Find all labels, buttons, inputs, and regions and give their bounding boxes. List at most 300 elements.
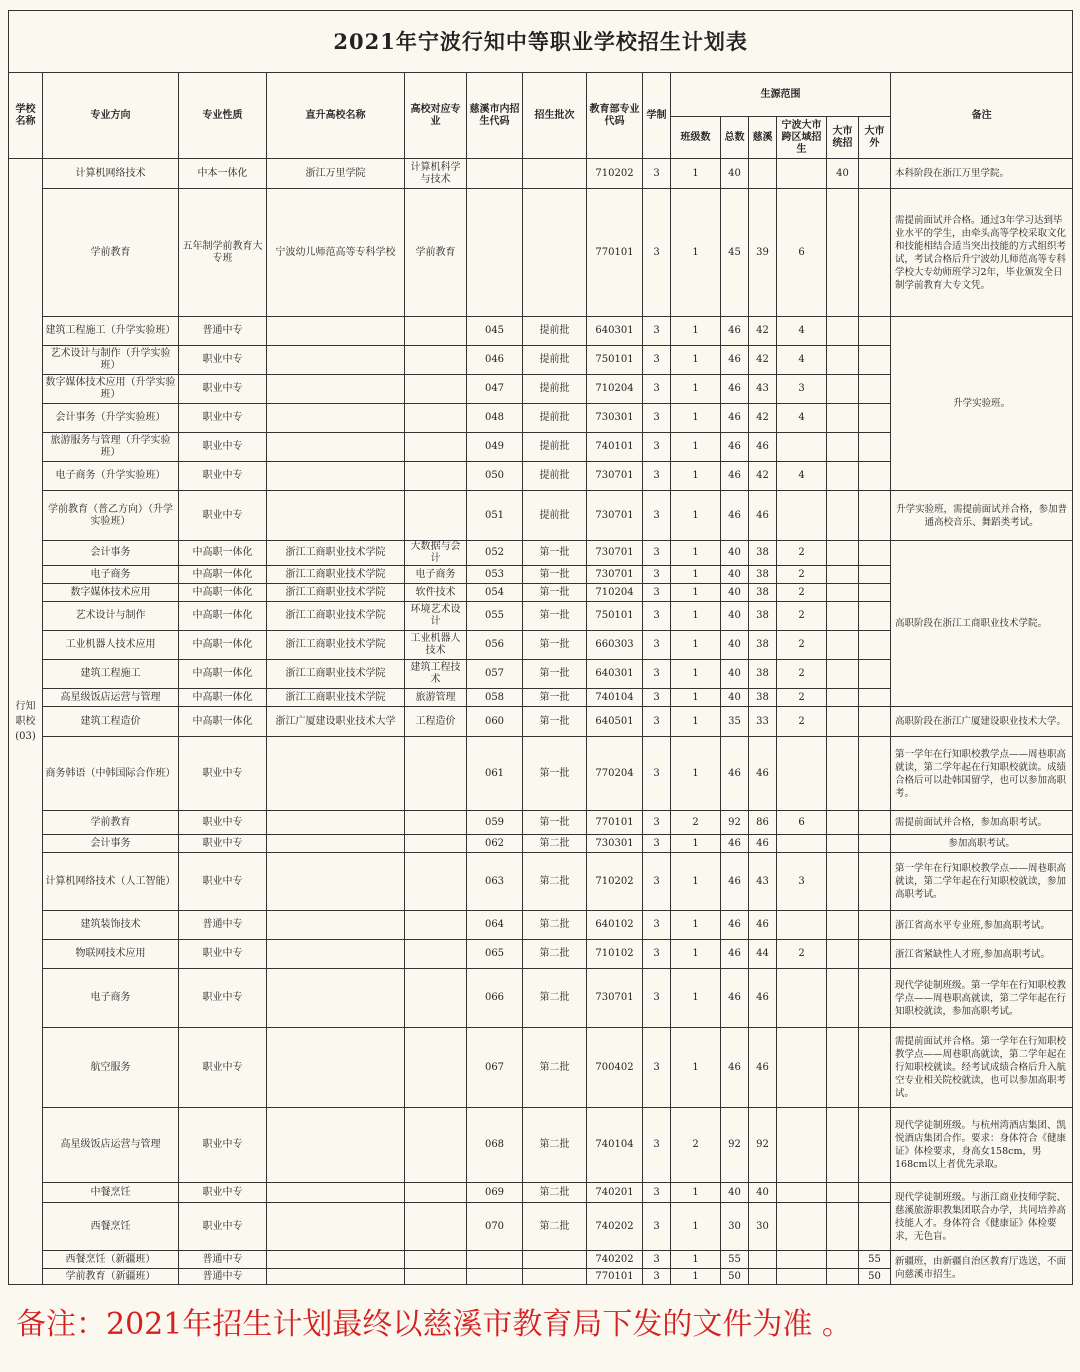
college-major-cell — [405, 1028, 467, 1108]
notes-cell: 现代学徒制班级。与浙江商业技师学院、慈溪旅游职教集团联合办学，共同培养高技能人才。身体符合《健康证》体检要求，无色盲。 — [891, 1183, 1073, 1251]
total-cell: 45 — [721, 189, 749, 317]
notes-cell: 需提前面试并合格。通过3年学习达到毕业水平的学生，由牵头高等学校采取文化和技能相结合适当突出技能的方式组织考试，考试合格后升宁波幼儿师范高等专科学校大专幼师班学习2年，毕业颁发全日制学前教育大专文凭。 — [891, 189, 1073, 317]
college-cell — [267, 811, 405, 835]
notes-cell: 升学实验班。 — [891, 317, 1073, 491]
batch-cell: 第一批 — [523, 737, 587, 811]
cross-cell — [777, 1251, 827, 1269]
nature-cell: 职业中专 — [179, 940, 267, 969]
college-cell — [267, 853, 405, 911]
classes-cell: 1 — [671, 737, 721, 811]
nature-cell: 职业中专 — [179, 1183, 267, 1203]
outside-cell — [859, 811, 891, 835]
city-plan-cell — [827, 737, 859, 811]
nature-cell: 职业中专 — [179, 491, 267, 541]
outside-cell — [859, 660, 891, 689]
table-row — [9, 811, 1073, 835]
outside-cell — [859, 835, 891, 853]
moe-code-cell: 730301 — [587, 835, 643, 853]
outside-cell — [859, 631, 891, 660]
code-cell: 062 — [467, 835, 523, 853]
header-batch: 招生批次 — [523, 73, 587, 159]
moe-code-cell: 770204 — [587, 737, 643, 811]
moe-code-cell: 740101 — [587, 433, 643, 462]
college-major-cell — [405, 1251, 467, 1269]
classes-cell: 1 — [671, 462, 721, 491]
cross-cell — [777, 491, 827, 541]
notes-cell: 升学实验班，需提前面试并合格，参加普通高校音乐、舞蹈类考试。 — [891, 491, 1073, 541]
major-cell: 艺术设计与制作（升学实验班） — [43, 346, 179, 375]
nature-cell: 中高职一体化 — [179, 660, 267, 689]
college-cell: 浙江工商职业技术学院 — [267, 689, 405, 707]
total-cell: 46 — [721, 375, 749, 404]
code-cell — [467, 1269, 523, 1285]
header-cross-region: 宁波大市跨区域招生 — [777, 117, 827, 159]
batch-cell: 第一批 — [523, 811, 587, 835]
batch-cell: 第一批 — [523, 566, 587, 584]
code-cell: 065 — [467, 940, 523, 969]
cixi-cell — [749, 1251, 777, 1269]
major-cell: 航空服务 — [43, 1028, 179, 1108]
code-cell: 061 — [467, 737, 523, 811]
cross-cell: 4 — [777, 462, 827, 491]
batch-cell: 第一批 — [523, 541, 587, 566]
college-major-cell — [405, 1203, 467, 1251]
cross-cell — [777, 835, 827, 853]
college-major-cell — [405, 433, 467, 462]
major-cell: 电子商务 — [43, 969, 179, 1028]
city-plan-cell — [827, 317, 859, 346]
code-cell: 047 — [467, 375, 523, 404]
total-cell: 46 — [721, 346, 749, 375]
code-cell: 068 — [467, 1108, 523, 1183]
total-cell: 46 — [721, 462, 749, 491]
nature-cell: 职业中专 — [179, 811, 267, 835]
outside-cell — [859, 317, 891, 346]
years-cell: 3 — [643, 1028, 671, 1108]
cixi-cell: 46 — [749, 737, 777, 811]
city-plan-cell — [827, 1251, 859, 1269]
cross-cell — [777, 433, 827, 462]
classes-cell: 1 — [671, 631, 721, 660]
header-total: 总数 — [721, 117, 749, 159]
classes-cell: 1 — [671, 1203, 721, 1251]
batch-cell: 第二批 — [523, 1183, 587, 1203]
cixi-cell — [749, 159, 777, 189]
nature-cell: 职业中专 — [179, 969, 267, 1028]
nature-cell: 职业中专 — [179, 835, 267, 853]
batch-cell: 第二批 — [523, 1108, 587, 1183]
total-cell: 40 — [721, 159, 749, 189]
batch-cell — [523, 1269, 587, 1285]
years-cell: 3 — [643, 1251, 671, 1269]
college-cell — [267, 737, 405, 811]
cross-cell — [777, 159, 827, 189]
code-cell: 060 — [467, 707, 523, 737]
college-major-cell: 软件技术 — [405, 584, 467, 602]
outside-cell — [859, 189, 891, 317]
table-row — [9, 491, 1073, 541]
outside-cell — [859, 689, 891, 707]
school-name-cell: 行知职校(03) — [9, 159, 43, 1285]
college-major-cell — [405, 375, 467, 404]
code-cell: 069 — [467, 1183, 523, 1203]
college-cell: 浙江万里学院 — [267, 159, 405, 189]
college-major-cell — [405, 1183, 467, 1203]
college-cell: 浙江广厦建设职业技术大学 — [267, 707, 405, 737]
moe-code-cell: 660303 — [587, 631, 643, 660]
batch-cell: 第二批 — [523, 1203, 587, 1251]
city-plan-cell — [827, 433, 859, 462]
major-cell: 西餐烹饪 — [43, 1203, 179, 1251]
cixi-cell: 38 — [749, 584, 777, 602]
college-major-cell — [405, 737, 467, 811]
college-cell — [267, 1108, 405, 1183]
college-cell — [267, 462, 405, 491]
cixi-cell: 43 — [749, 375, 777, 404]
years-cell: 3 — [643, 491, 671, 541]
years-cell: 3 — [643, 853, 671, 911]
table-row — [9, 835, 1073, 853]
college-major-cell — [405, 811, 467, 835]
cixi-cell: 42 — [749, 317, 777, 346]
classes-cell: 1 — [671, 660, 721, 689]
college-major-cell — [405, 835, 467, 853]
city-plan-cell — [827, 911, 859, 940]
footnote: 备注：2021年招生计划最终以慈溪市教育局下发的文件为准 。 — [16, 1307, 852, 1342]
code-cell: 054 — [467, 584, 523, 602]
notes-cell: 需提前面试并合格，参加高职考试。 — [891, 811, 1073, 835]
moe-code-cell: 710202 — [587, 159, 643, 189]
code-cell: 064 — [467, 911, 523, 940]
table-row — [9, 189, 1073, 317]
batch-cell: 第一批 — [523, 660, 587, 689]
major-cell: 西餐烹饪（新疆班） — [43, 1251, 179, 1269]
cross-cell: 6 — [777, 811, 827, 835]
cixi-cell: 44 — [749, 940, 777, 969]
years-cell: 3 — [643, 940, 671, 969]
major-cell: 高星级饭店运营与管理 — [43, 689, 179, 707]
cixi-cell: 33 — [749, 707, 777, 737]
nature-cell: 职业中专 — [179, 375, 267, 404]
notes-cell: 现代学徒制班级。第一学年在行知职校教学点——周巷职高就读，第二学年起在行知职校就读，参加高职考试。 — [891, 969, 1073, 1028]
enrollment-plan-sheet — [8, 10, 1072, 1300]
cross-cell — [777, 1269, 827, 1285]
college-major-cell: 大数据与会计 — [405, 541, 467, 566]
batch-cell: 提前批 — [523, 491, 587, 541]
outside-cell — [859, 462, 891, 491]
cixi-cell: 46 — [749, 491, 777, 541]
total-cell: 46 — [721, 940, 749, 969]
nature-cell: 职业中专 — [179, 1108, 267, 1183]
code-cell — [467, 159, 523, 189]
city-plan-cell — [827, 707, 859, 737]
years-cell: 3 — [643, 811, 671, 835]
moe-code-cell: 730701 — [587, 566, 643, 584]
nature-cell: 职业中专 — [179, 853, 267, 911]
years-cell: 3 — [643, 159, 671, 189]
years-cell: 3 — [643, 1183, 671, 1203]
cixi-cell: 38 — [749, 660, 777, 689]
college-major-cell: 学前教育 — [405, 189, 467, 317]
header-cixi: 慈溪 — [749, 117, 777, 159]
code-cell: 053 — [467, 566, 523, 584]
city-plan-cell — [827, 189, 859, 317]
total-cell: 40 — [721, 689, 749, 707]
total-cell: 92 — [721, 811, 749, 835]
nature-cell: 普通中专 — [179, 1251, 267, 1269]
moe-code-cell: 730301 — [587, 404, 643, 433]
moe-code-cell: 770101 — [587, 811, 643, 835]
years-cell: 3 — [643, 404, 671, 433]
cross-cell: 2 — [777, 602, 827, 631]
college-cell — [267, 491, 405, 541]
nature-cell: 中高职一体化 — [179, 689, 267, 707]
batch-cell: 第一批 — [523, 707, 587, 737]
total-cell: 40 — [721, 1183, 749, 1203]
total-cell: 46 — [721, 737, 749, 811]
code-cell: 070 — [467, 1203, 523, 1251]
batch-cell: 提前批 — [523, 433, 587, 462]
total-cell: 40 — [721, 541, 749, 566]
classes-cell: 1 — [671, 689, 721, 707]
outside-cell: 50 — [859, 1269, 891, 1285]
page-title: 2021年宁波行知中等职业学校招生计划表 — [9, 11, 1073, 73]
college-major-cell: 电子商务 — [405, 566, 467, 584]
major-cell: 旅游服务与管理（升学实验班） — [43, 433, 179, 462]
college-cell: 浙江工商职业技术学院 — [267, 660, 405, 689]
cross-cell: 2 — [777, 940, 827, 969]
cixi-cell: 92 — [749, 1108, 777, 1183]
college-major-cell — [405, 404, 467, 433]
city-plan-cell — [827, 835, 859, 853]
years-cell: 3 — [643, 346, 671, 375]
major-cell: 电子商务（升学实验班） — [43, 462, 179, 491]
header-city-plan: 大市统招 — [827, 117, 859, 159]
college-cell: 浙江工商职业技术学院 — [267, 541, 405, 566]
major-cell: 中餐烹饪 — [43, 1183, 179, 1203]
notes-cell: 现代学徒制班级。与杭州湾酒店集团、凯悦酒店集团合作。要求：身体符合《健康证》体检要求，身高女158cm，男168cm以上者优先录取。 — [891, 1108, 1073, 1183]
college-cell: 浙江工商职业技术学院 — [267, 584, 405, 602]
college-cell — [267, 940, 405, 969]
nature-cell: 职业中专 — [179, 1203, 267, 1251]
college-major-cell — [405, 346, 467, 375]
notes-cell: 本科阶段在浙江万里学院。 — [891, 159, 1073, 189]
total-cell: 40 — [721, 584, 749, 602]
moe-code-cell: 730701 — [587, 541, 643, 566]
header-college: 直升高校名称 — [267, 73, 405, 159]
code-cell: 067 — [467, 1028, 523, 1108]
years-cell: 3 — [643, 584, 671, 602]
college-major-cell: 旅游管理 — [405, 689, 467, 707]
batch-cell — [523, 189, 587, 317]
college-major-cell: 建筑工程技术 — [405, 660, 467, 689]
city-plan-cell — [827, 689, 859, 707]
outside-cell — [859, 1183, 891, 1203]
nature-cell: 职业中专 — [179, 404, 267, 433]
college-cell — [267, 1028, 405, 1108]
major-cell: 会计事务 — [43, 835, 179, 853]
college-cell: 浙江工商职业技术学院 — [267, 566, 405, 584]
city-plan-cell — [827, 1269, 859, 1285]
outside-cell — [859, 433, 891, 462]
header-school: 学校名称 — [9, 73, 43, 159]
table-row — [9, 737, 1073, 811]
moe-code-cell: 740202 — [587, 1251, 643, 1269]
city-plan-cell — [827, 462, 859, 491]
code-cell — [467, 189, 523, 317]
outside-cell — [859, 584, 891, 602]
nature-cell: 职业中专 — [179, 433, 267, 462]
total-cell: 40 — [721, 602, 749, 631]
major-cell: 会计事务（升学实验班） — [43, 404, 179, 433]
major-cell: 学前教育（普乙方向）（升学实验班） — [43, 491, 179, 541]
moe-code-cell: 730701 — [587, 969, 643, 1028]
major-cell: 建筑装饰技术 — [43, 911, 179, 940]
cross-cell — [777, 969, 827, 1028]
header-classes: 班级数 — [671, 117, 721, 159]
classes-cell: 1 — [671, 584, 721, 602]
city-plan-cell — [827, 491, 859, 541]
major-cell: 会计事务 — [43, 541, 179, 566]
city-plan-cell — [827, 1028, 859, 1108]
cixi-cell: 42 — [749, 346, 777, 375]
batch-cell — [523, 159, 587, 189]
total-cell: 30 — [721, 1203, 749, 1251]
nature-cell: 中高职一体化 — [179, 707, 267, 737]
cross-cell: 4 — [777, 346, 827, 375]
cross-cell: 2 — [777, 631, 827, 660]
classes-cell: 1 — [671, 1269, 721, 1285]
classes-cell: 1 — [671, 159, 721, 189]
city-plan-cell — [827, 1203, 859, 1251]
years-cell: 3 — [643, 969, 671, 1028]
batch-cell: 第二批 — [523, 853, 587, 911]
cixi-cell — [749, 1269, 777, 1285]
table-row — [9, 317, 1073, 346]
enrollment-table — [8, 10, 1073, 1285]
city-plan-cell — [827, 375, 859, 404]
cixi-cell: 38 — [749, 631, 777, 660]
cixi-cell: 86 — [749, 811, 777, 835]
college-major-cell — [405, 491, 467, 541]
notes-cell: 参加高职考试。 — [891, 835, 1073, 853]
cross-cell — [777, 911, 827, 940]
total-cell: 46 — [721, 433, 749, 462]
city-plan-cell — [827, 566, 859, 584]
college-major-cell — [405, 853, 467, 911]
notes-cell: 浙江省高水平专业班,参加高职考试。 — [891, 911, 1073, 940]
college-cell — [267, 433, 405, 462]
city-plan-cell — [827, 811, 859, 835]
total-cell: 46 — [721, 317, 749, 346]
years-cell: 3 — [643, 737, 671, 811]
total-cell: 50 — [721, 1269, 749, 1285]
years-cell: 3 — [643, 317, 671, 346]
batch-cell: 提前批 — [523, 404, 587, 433]
cixi-cell: 38 — [749, 541, 777, 566]
college-cell — [267, 1203, 405, 1251]
cross-cell: 4 — [777, 404, 827, 433]
city-plan-cell — [827, 660, 859, 689]
total-cell: 35 — [721, 707, 749, 737]
city-plan-cell — [827, 541, 859, 566]
total-cell: 46 — [721, 491, 749, 541]
major-cell: 数字媒体技术应用 — [43, 584, 179, 602]
cixi-cell: 46 — [749, 969, 777, 1028]
cross-cell: 3 — [777, 853, 827, 911]
moe-code-cell: 730701 — [587, 491, 643, 541]
moe-code-cell: 640301 — [587, 317, 643, 346]
classes-cell: 1 — [671, 940, 721, 969]
batch-cell: 提前批 — [523, 317, 587, 346]
outside-cell — [859, 940, 891, 969]
total-cell: 46 — [721, 853, 749, 911]
major-cell: 艺术设计与制作 — [43, 602, 179, 631]
college-major-cell — [405, 940, 467, 969]
years-cell: 3 — [643, 541, 671, 566]
years-cell: 3 — [643, 462, 671, 491]
table-row — [9, 1108, 1073, 1183]
code-cell: 051 — [467, 491, 523, 541]
college-major-cell: 工业机器人技术 — [405, 631, 467, 660]
outside-cell — [859, 346, 891, 375]
cixi-cell: 46 — [749, 433, 777, 462]
classes-cell: 1 — [671, 602, 721, 631]
batch-cell: 第一批 — [523, 602, 587, 631]
city-plan-cell — [827, 602, 859, 631]
moe-code-cell: 740201 — [587, 1183, 643, 1203]
total-cell: 55 — [721, 1251, 749, 1269]
years-cell: 3 — [643, 660, 671, 689]
classes-cell: 2 — [671, 1108, 721, 1183]
cixi-cell: 38 — [749, 566, 777, 584]
nature-cell: 五年制学前教育大专班 — [179, 189, 267, 317]
total-cell: 40 — [721, 566, 749, 584]
outside-cell — [859, 969, 891, 1028]
outside-cell — [859, 541, 891, 566]
table-body — [9, 159, 1073, 1285]
major-cell: 学前教育 — [43, 189, 179, 317]
table-row — [9, 1183, 1073, 1203]
college-major-cell — [405, 462, 467, 491]
moe-code-cell: 710102 — [587, 940, 643, 969]
code-cell: 045 — [467, 317, 523, 346]
moe-code-cell: 640301 — [587, 660, 643, 689]
classes-cell: 1 — [671, 541, 721, 566]
batch-cell: 提前批 — [523, 375, 587, 404]
years-cell: 3 — [643, 602, 671, 631]
college-cell — [267, 1183, 405, 1203]
city-plan-cell — [827, 584, 859, 602]
moe-code-cell: 740104 — [587, 689, 643, 707]
moe-code-cell: 740202 — [587, 1203, 643, 1251]
nature-cell: 中高职一体化 — [179, 566, 267, 584]
header-notes: 备注 — [891, 73, 1073, 159]
header-college-major: 高校对应专业 — [405, 73, 467, 159]
cixi-cell: 38 — [749, 602, 777, 631]
table-row — [9, 159, 1073, 189]
cross-cell — [777, 1108, 827, 1183]
outside-cell — [859, 375, 891, 404]
header-outside: 大市外 — [859, 117, 891, 159]
college-major-cell — [405, 1108, 467, 1183]
cross-cell: 3 — [777, 375, 827, 404]
code-cell: 059 — [467, 811, 523, 835]
batch-cell: 提前批 — [523, 346, 587, 375]
moe-code-cell: 730701 — [587, 462, 643, 491]
years-cell: 3 — [643, 433, 671, 462]
code-cell: 057 — [467, 660, 523, 689]
